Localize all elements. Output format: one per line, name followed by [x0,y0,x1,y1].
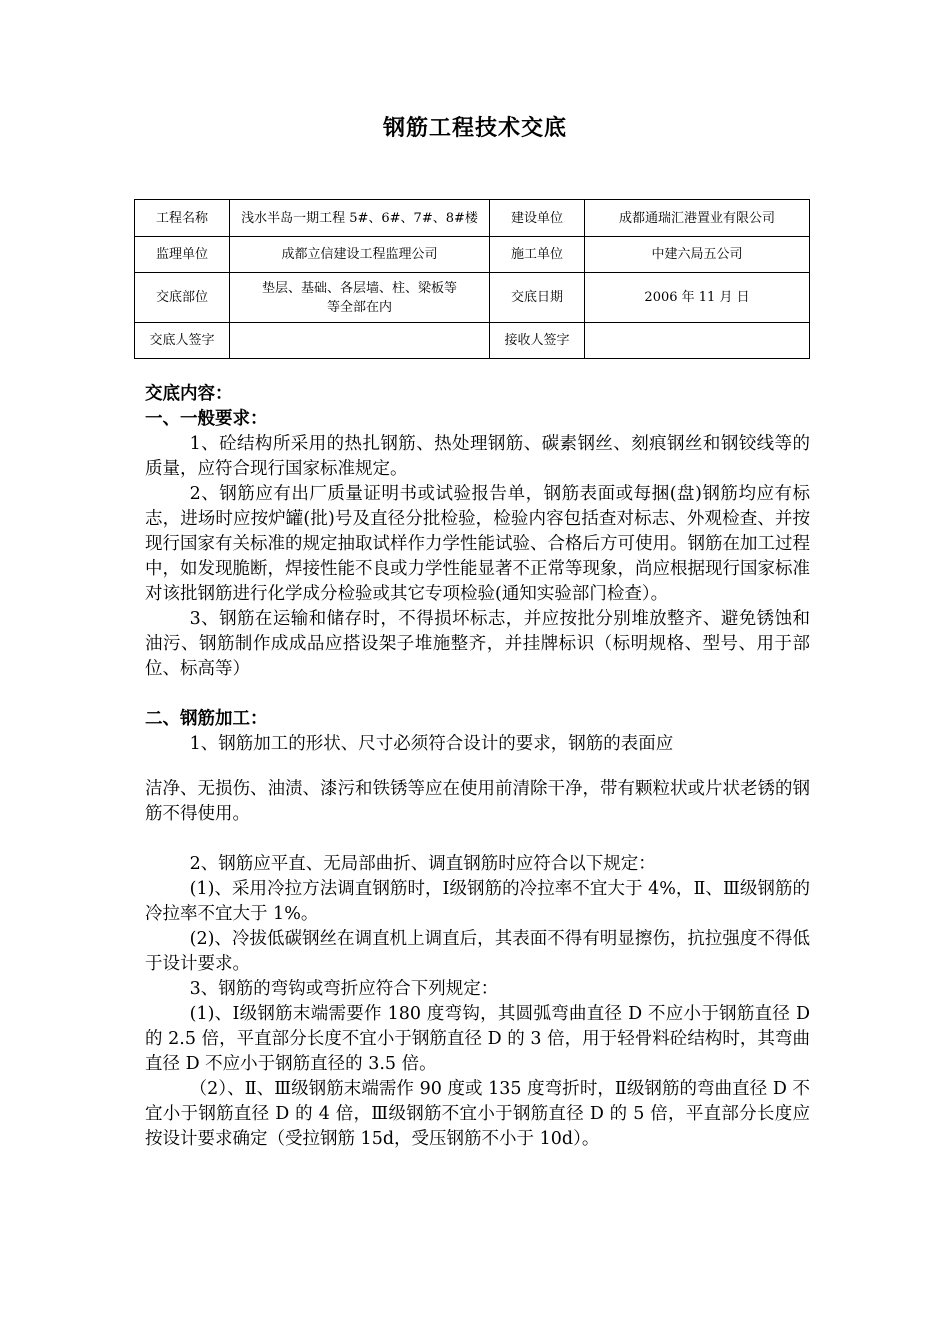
section-2-item-3-1: (1)、Ⅰ级钢筋末端需要作 180 度弯钩，其圆弧弯曲直径 D 不应小于钢筋直径 D 的 2.5 倍，平直部分长度不宜小于钢筋直径 D 的 3 倍，用于轻骨料砼结构时，其弯曲直径 D 不应小于钢筋直径的 3.5 倍。 [145,1004,810,1074]
document-title: 钢筋工程技术交底 [382,115,567,141]
supervisor-label: 监理单位 [135,237,230,273]
section-2-item-2-1: (1)、采用冷拉方法调直钢筋时，Ⅰ级钢筋的冷拉率不宜大于 4%，Ⅱ、Ⅲ级钢筋的冷拉率不宜大于 1%。 [145,879,810,924]
part-value-line-2: 等全部在内 [326,299,392,315]
section-2-paragraph-1b: 洁净、无损伤、油渍、漆污和铁锈等应在使用前清除干净，带有颗粒状或片状老锈的钢筋不得使用。 [145,779,810,824]
section-2-paragraph-2: 2、钢筋应平直、无局部曲折、调直钢筋时应符合以下规定： [189,854,656,874]
document-body [145,382,810,1152]
issuer-sign-label: 交底人签字 [135,323,230,359]
section-1-paragraph-1: 1、砼结构所采用的热扎钢筋、热处理钢筋、碳素钢丝、刻痕钢丝和钢铰线等的质量，应符合现行国家标准规定。 [145,434,810,479]
issuer-sign-value [230,323,490,359]
section-1-title: 一、一般要求： [145,409,268,429]
table-row [135,273,810,323]
date-value: 2006 年 11 月 日 [585,273,810,323]
spacer [145,757,810,777]
project-name-value: 浅水半岛一期工程 5#、6#、7#、8#楼 [230,200,490,237]
section-2-title: 二、钢筋加工： [145,709,268,729]
spacer [145,827,810,852]
section-2-item-2-2: (2)、冷拔低碳钢丝在调直机上调直后，其表面不得有明显擦伤，抗拉强度不得低于设计要求。 [145,929,810,974]
contractor-label: 施工单位 [490,237,585,273]
receiver-sign-value [585,323,810,359]
table-row [135,200,810,237]
date-label: 交底日期 [490,273,585,323]
table-row [135,237,810,273]
builder-label: 建设单位 [490,200,585,237]
supervisor-value: 成都立信建设工程监理公司 [230,237,490,273]
builder-value: 成都通瑞汇港置业有限公司 [585,200,810,237]
section-1-paragraph-2: 2、钢筋应有出厂质量证明书或试验报告单，钢筋表面或每捆(盘)钢筋均应有标志，进场时应按炉罐(批)号及直径分批检验，检验内容包括查对标志、外观检查、并按现行国家有关标准的规定抽取试样作力学性能试验、合格后方可使用。钢筋在加工过程中，如发现脆断，焊接性能不良或力学性能显著不正常等现象，尚应根据现行国家标准对该批钢筋进行化学成分检验或其它专项检验(通知实验部门检查）。 [145,484,810,604]
content-heading: 交底内容： [145,384,233,404]
part-value-line-1: 垫层、基础、各层墙、柱、梁板等 [261,280,457,296]
spacer [145,682,810,707]
section-2-paragraph-3: 3、钢筋的弯钩或弯折应符合下列规定： [189,979,499,999]
section-2-item-3-2: （2）、Ⅱ、Ⅲ级钢筋末端需作 90 度或 135 度弯折时，Ⅱ级钢筋的弯曲直径 D 不宜小于钢筋直径 D 的 4 倍，Ⅲ级钢筋不宜小于钢筋直径 D 的 5 倍，平直部分长度应按设计要求确定（受拉钢筋 15d，受压钢筋不小于 10d）。 [145,1079,810,1149]
project-info-table [134,199,810,359]
part-label: 交底部位 [135,273,230,323]
section-2-paragraph-1a: 1、钢筋加工的形状、尺寸必须符合设计的要求，钢筋的表面应 [189,734,674,754]
project-name-label: 工程名称 [135,200,230,237]
contractor-value: 中建六局五公司 [585,237,810,273]
table-row [135,323,810,359]
part-value [230,273,490,323]
receiver-sign-label: 接收人签字 [490,323,585,359]
section-1-paragraph-3: 3、钢筋在运输和储存时，不得损坏标志，并应按批分别堆放整齐、避免锈蚀和油污、钢筋制作成成品应搭设架子堆施整齐，并挂牌标识（标明规格、型号、用于部位、标高等） [145,609,810,679]
